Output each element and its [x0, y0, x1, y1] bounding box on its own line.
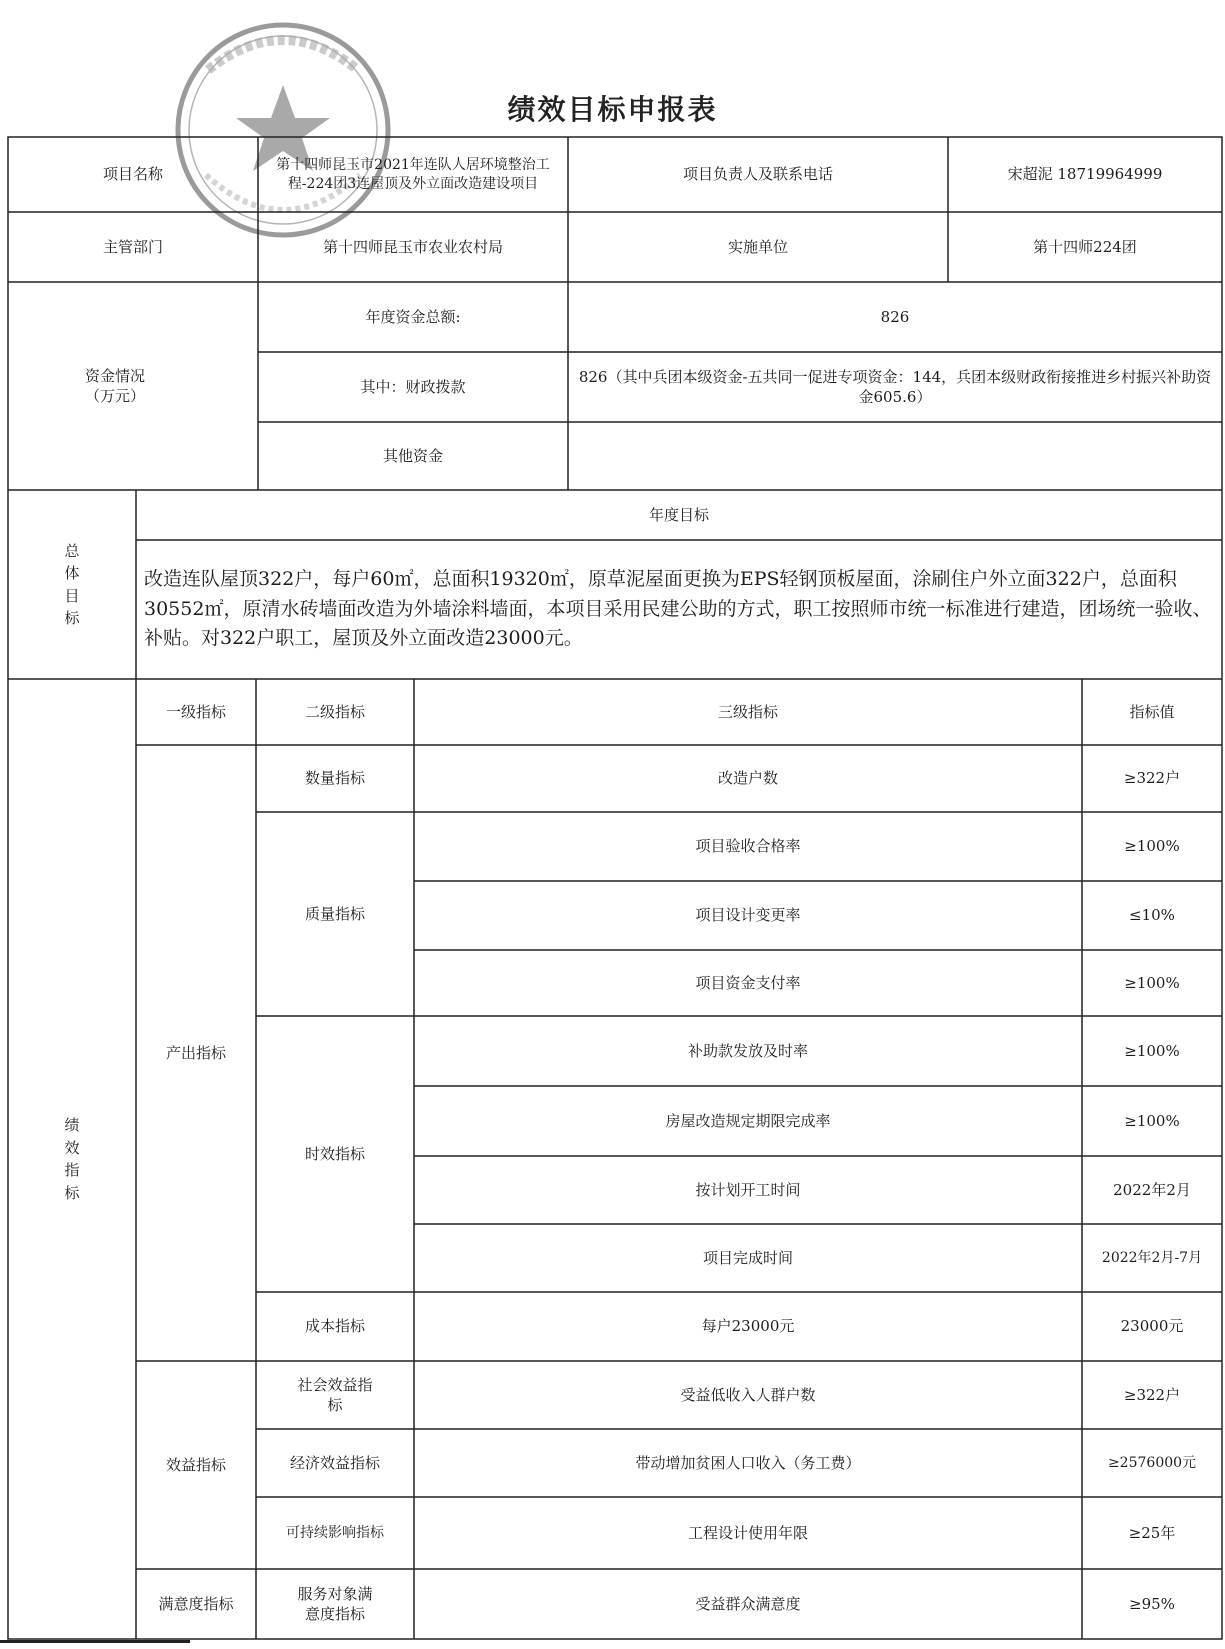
indicator-value: ≤10% [1129, 906, 1175, 925]
impl-value: 第十四师224团 [1033, 237, 1137, 256]
level3-item: 按计划开工时间 [695, 1180, 801, 1199]
indicator-value: ≥100% [1124, 1111, 1180, 1130]
indicator-value: ≥100% [1124, 1041, 1180, 1060]
level1-output: 产出指标 [165, 1043, 226, 1062]
level2-sustainability: 可持续影响指标 [286, 1524, 384, 1541]
impl-label: 实施单位 [727, 237, 788, 256]
header-value: 指标值 [1129, 702, 1175, 721]
level2-social-benefit: 社会效益指标 [297, 1375, 373, 1414]
project-name-label: 项目名称 [102, 165, 163, 184]
contact-label: 项目负责人及联系电话 [682, 165, 833, 184]
level3-item: 房屋改造规定期限完成率 [665, 1111, 831, 1130]
header-level1: 一级指标 [165, 702, 226, 721]
level1-satisfaction: 满意度指标 [158, 1594, 234, 1613]
funds-total-label: 年度资金总额: [365, 307, 461, 326]
indicator-value: 2022年2月 [1113, 1180, 1191, 1199]
level3-item: 改造户数 [717, 769, 778, 788]
level2-timeliness: 时效指标 [304, 1144, 365, 1163]
project-name-value: 第十四师昆玉市2021年连队人居环境整治工程-224团3连屋顶及外立面改造建设项目 [276, 156, 550, 192]
funds-fiscal-value: 826（其中兵团本级资金-五共同一促进专项资金：144，兵团本级财政衔接推进乡村振兴补助资金605.6） [578, 367, 1212, 406]
level2-cost: 成本指标 [304, 1317, 365, 1336]
level3-item: 带动增加贫困人口收入（务工费） [635, 1453, 861, 1472]
level3-item: 项目设计变更率 [695, 906, 801, 925]
overall-goal-label: 总体目标 [64, 541, 80, 627]
indicator-value: 2022年2月-7月 [1101, 1249, 1203, 1266]
perf-indicators-label: 绩效指标 [64, 1116, 80, 1202]
indicator-value: ≥95% [1129, 1594, 1175, 1613]
level3-item: 项目完成时间 [702, 1248, 793, 1267]
funds-label: 资金情况（万元） [84, 366, 145, 405]
funds-total-value: 826 [880, 307, 910, 326]
indicator-value: ≥100% [1124, 973, 1180, 992]
indicator-value: ≥322户 [1123, 1385, 1181, 1404]
page-edge-mark [0, 1640, 190, 1643]
indicator-value: ≥25年 [1128, 1523, 1176, 1542]
level1-benefit: 效益指标 [165, 1455, 226, 1474]
funds-other-value [568, 422, 1222, 490]
indicator-value: ≥2576000元 [1107, 1454, 1197, 1471]
header-level2: 二级指标 [304, 702, 365, 721]
level3-item: 受益群众满意度 [695, 1594, 801, 1613]
indicator-value: ≥100% [1124, 837, 1180, 856]
annual-goal-text: 改造连队屋顶322户，每户60㎡，总面积19320㎡，原草泥屋面更换为EPS轻钢顶板屋面，涂刷住户外立面322户，总面积30552㎡，原清水砖墙面改造为外墙涂料墙面，本项目采用民建公助的方式，职工按照师市统一标准进行建造，团场统一验收、补贴。对322户职工，屋顶及外立面改造23000元。 [144, 568, 1212, 650]
funds-fiscal-label: 其中：财政拨款 [360, 377, 466, 396]
level3-item: 受益低收入人群户数 [680, 1385, 816, 1404]
contact-value: 宋超泥 18719964999 [1007, 165, 1163, 184]
level3-item: 工程设计使用年限 [687, 1523, 808, 1542]
level3-item: 项目验收合格率 [695, 837, 801, 856]
level3-item: 每户23000元 [701, 1317, 795, 1336]
level2-quantity: 数量指标 [304, 769, 365, 788]
level2-quality: 质量指标 [304, 904, 365, 923]
level2-service-satisfaction: 服务对象满意度指标 [297, 1584, 373, 1623]
dept-value: 第十四师昆玉市农业农村局 [322, 237, 503, 256]
indicator-value: 23000元 [1120, 1317, 1184, 1336]
annual-goal-header: 年度目标 [648, 505, 709, 524]
document-title: 绩效目标申报表 [507, 93, 718, 126]
level2-economic-benefit: 经济效益指标 [289, 1453, 380, 1472]
header-level3: 三级指标 [717, 702, 778, 721]
level3-item: 补助款发放及时率 [687, 1041, 808, 1060]
indicator-value: ≥322户 [1123, 769, 1181, 788]
level3-item: 项目资金支付率 [695, 973, 801, 992]
funds-other-label: 其他资金 [382, 446, 443, 465]
dept-label: 主管部门 [102, 237, 163, 256]
